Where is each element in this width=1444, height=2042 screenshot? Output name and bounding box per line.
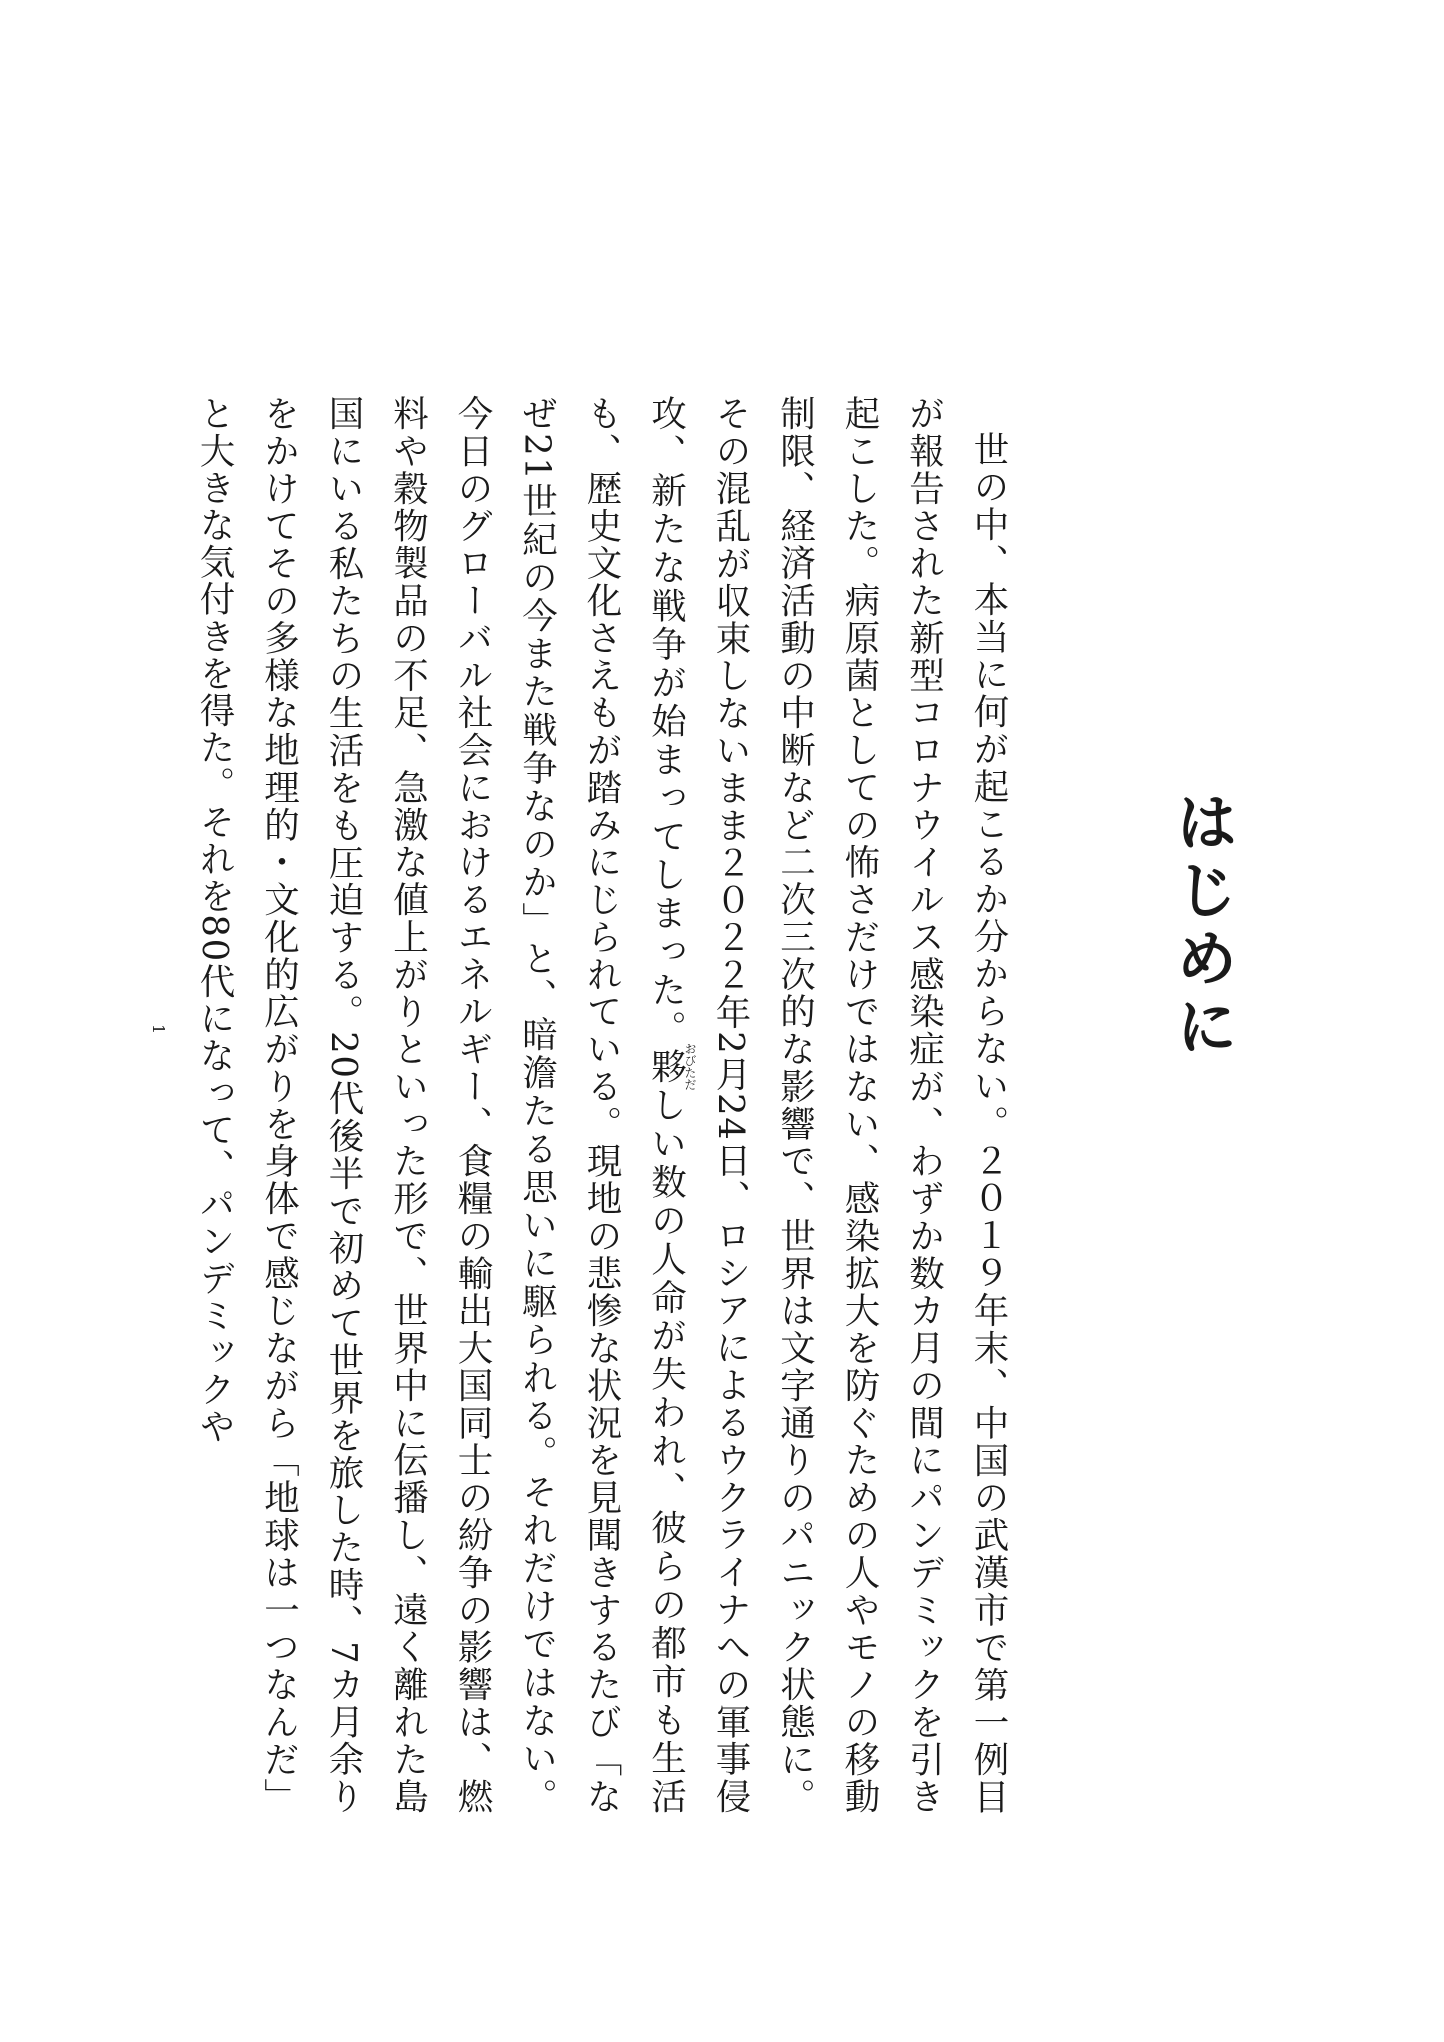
paragraph [182,395,1021,1815]
page-number: 1 [149,1024,168,1035]
body-text [194,395,1020,1815]
ruby-base: 夥 [645,1042,687,1091]
chapter-title: はじめに [1165,790,1239,1062]
furigana-word [645,1042,697,1091]
body-text-part1: 世の中、本当に何が起こるか分からない。２０１９年末、中国の武漢市で第一例目が報告された新型コロナウイルス感染症が、わずか数カ月の間にパンデミックを引き起こした。病原菌としての怖さだけではない、感染拡大を防ぐための人やモノの移動制限、経済活動の中断など二次三次的な影響で、世界は文字通りのパニック状態に。その混乱が収束しないまま２０２２年2月24日、ロシアによるウクライナへの軍事侵攻、新たな戦争が始まってしまった。 [645,395,1009,1815]
ruby-reading: おびただ [683,1042,697,1091]
body-text-part2: しい数の人命が失われ、彼らの都市も生活も、歴史文化さえもが踏みにじられている。現地の悲惨な状況を見聞きするたび「なぜ21世紀の今また戦争なのか」と、暗澹たる思いに駆られる。それだけではない。今日のグローバル社会におけるエネルギー、食糧の輸出大国同士の紛争の影響は、燃料や穀物製品の不足、急激な値上がりといった形で、世界中に伝播し、遠く離れた島国にいる私たちの生活をも圧迫する。20代後半で初めて世界を旅した時、7カ月余りをかけてその多様な地理的・文化的広がりを身体で感じながら「地球は一つなんだ」と大きな気付きを得た。それを80代になって、パンデミックや [194,395,687,1815]
